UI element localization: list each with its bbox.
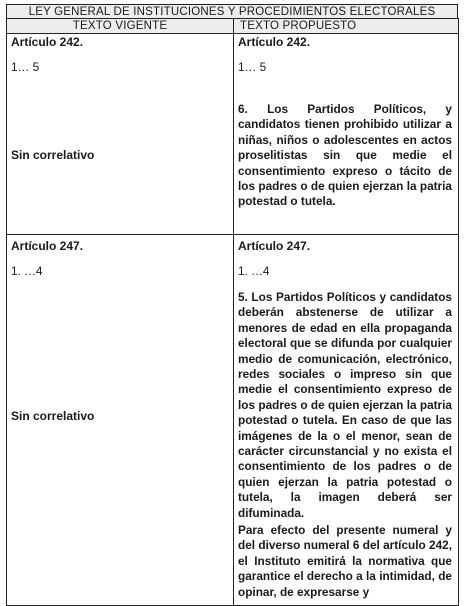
proposed-range: 1. …4 [238, 264, 270, 278]
current-note: Sin correlativo [11, 148, 95, 162]
proposed-cell-242 [234, 34, 459, 235]
table-header-row [7, 19, 459, 34]
current-cell-242 [7, 34, 234, 235]
document-page [6, 4, 458, 599]
current-article-heading: Artículo 242. [11, 35, 84, 49]
proposed-article-heading: Artículo 247. [238, 239, 311, 253]
proposed-range: 1… 5 [238, 60, 267, 74]
proposed-paragraph: 6. Los Partidos Políticos, y candidatos tienen prohibido utilizar a niñas, niños o adolescentes en actos proselitistas sin que medie el consentimiento expreso o tácito de los padres o de quien ejerzan la patria potestad o tutela. [238, 102, 452, 209]
header-proposed-text: TEXTO PROPUESTO [234, 19, 459, 34]
proposed-paragraph: 5. Los Partidos Políticos y candidatos deberán abstenerse de utilizar a menores de edad en ella propaganda electoral que se difunda por cualquier medio de comunicación, electrónico, redes sociales o impreso sin que medie el consentimiento expreso de los padres o de quien ejerzan la patria potestad o tutela. En caso de que las imágenes de la o el menor, sean de carácter circunstancial y no exista el consentimiento de los padres o de quien ejerzan la patria potestad o tutela, la imagen deberá ser difuminada. [238, 290, 452, 520]
proposed-article-heading: Artículo 242. [238, 35, 311, 49]
current-article-heading: Artículo 247. [11, 239, 84, 253]
comparison-table [6, 18, 459, 606]
current-range: 1. …4 [11, 264, 43, 278]
header-current-text: TEXTO VIGENTE [7, 19, 234, 34]
current-cell-247 [7, 235, 234, 606]
current-range: 1… 5 [11, 60, 40, 74]
proposed-paragraph: Para efecto del presente numeral y del diverso numeral 6 del artículo 242, el Instituto emitirá la normativa que garantice el derecho a la intimidad, de opinar, de expresarse y [238, 523, 452, 599]
current-note: Sin correlativo [11, 409, 95, 423]
law-title: LEY GENERAL DE INSTITUCIONES Y PROCEDIMIENTOS ELECTORALES [6, 4, 458, 18]
table-row-article-242 [7, 34, 459, 235]
table-row-article-247 [7, 235, 459, 606]
proposed-cell-247 [234, 235, 459, 606]
